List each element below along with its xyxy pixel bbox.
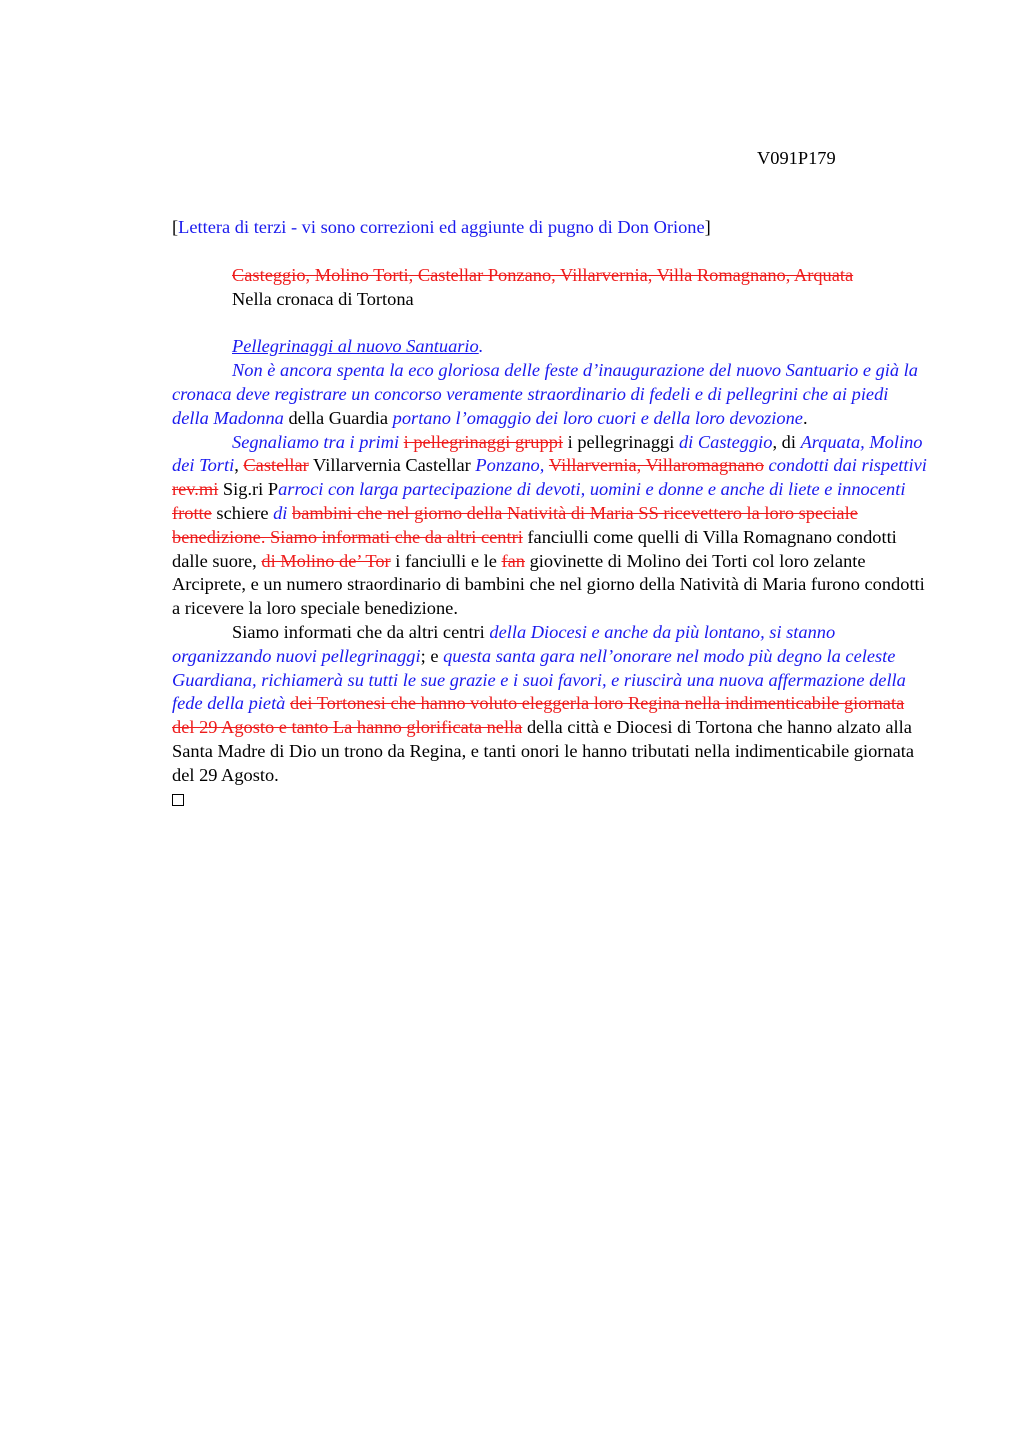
original-text: della Guardia — [288, 407, 393, 428]
original-text: . — [802, 407, 808, 428]
deleted-text: Casteggio, Molino Torti, Castellar Ponzano, Villarvernia, Villa Romagnano, Arquata — [232, 264, 854, 285]
deleted-text: bambini che nel giorno della Natività di Maria SS ricevettero la loro speciale benedizione. Siamo informati che da altri centri — [172, 502, 858, 547]
deleted-text: rev.mi — [172, 479, 219, 500]
added-text: Segnaliamo tra i primi — [232, 431, 404, 452]
spacer — [172, 311, 928, 335]
original-text: , — [234, 455, 244, 476]
original-text: ; e — [420, 645, 444, 666]
original-text: schiere — [211, 502, 274, 523]
end-box-glyph — [172, 794, 184, 806]
original-text: della città e Diocesi di Tortona che hanno alzato alla Santa Madre di Dio un trono da Regina, e tanti onori le hanno tributati nella indimenticabile giornata del 29 Agosto. — [172, 717, 915, 785]
added-text: portano l’omaggio dei loro cuori e della loro devozione — [392, 407, 803, 428]
original-text: fanciulli come quelli di Villa Romagnano condotti dalle suore, — [172, 526, 897, 571]
added-text: questa santa gara nell’onorare nel modo più degno la celeste Guardiana, richiamerà su tutti le sue grazie e i suoi favori, e riuscirà una nuova affermazione della fede della pietà — [172, 645, 906, 714]
added-text: . — [478, 336, 484, 357]
article-title — [172, 335, 928, 359]
end-marker — [172, 788, 928, 813]
paragraph-intro — [172, 359, 928, 430]
deleted-place-list — [172, 264, 928, 288]
editorial-note — [172, 216, 928, 240]
note-open-bracket: [ — [172, 217, 179, 237]
letter-document — [172, 216, 928, 812]
original-text: , di — [772, 431, 801, 452]
added-text: della Diocesi e anche da più lontano, si stanno organizzando nuovi pellegrinaggi — [172, 621, 836, 666]
paragraph-closing — [172, 621, 928, 788]
deleted-text: Villarvernia, Villaromagnano — [548, 455, 764, 476]
added-text: Ponzano, — [475, 455, 549, 476]
added-text: Arquata, Molino dei Torti — [172, 431, 923, 476]
deleted-text: dei Tortonesi che hanno voluto eleggerla loro Regina nella indimenticabile giornata del 29 Agosto e tanto La hanno glorificata nella — [172, 693, 905, 738]
original-text: Villarvernia Castellar — [308, 455, 476, 476]
original-text: Nella cronaca di Tortona — [232, 288, 414, 309]
deleted-text: Castellar — [243, 455, 309, 476]
original-text: i pellegrinaggi — [563, 431, 679, 452]
added-text: di Casteggio — [678, 431, 773, 452]
chronicle-heading — [172, 288, 928, 312]
original-text: i fanciulli e le — [390, 550, 502, 571]
original-text: Siamo informati che da altri centri — [232, 621, 490, 642]
added-text: condotti dai rispettivi — [763, 455, 927, 476]
note-text: Lettera di terzi - vi sono correzioni ed aggiunte di pugno di Don Orione — [178, 217, 705, 237]
deleted-text: frotte — [172, 502, 212, 523]
added-text: Pellegrinaggi al nuovo Santuario — [232, 336, 479, 357]
added-text: arroci con larga partecipazione di devoti, uomini e donne e anche di liete e innocenti — [278, 479, 906, 500]
spacer — [172, 240, 928, 264]
paragraph-pilgrimages — [172, 431, 928, 621]
page-code: V091P179 — [757, 148, 836, 168]
original-text: giovinette di Molino dei Torti col loro zelante Arciprete, e un numero straordinario di bambini che nel giorno della Natività di Maria furono condotti a ricevere la loro speciale benedizione. — [172, 550, 925, 619]
original-text: Sig.ri P — [218, 479, 279, 500]
added-text: di — [273, 502, 293, 523]
deleted-text: di Molino de’ Tor — [261, 550, 391, 571]
added-text: Non è ancora spenta la eco gloriosa delle feste d’inaugurazione del nuovo Santuario e già la cronaca deve registrare un concorso veramente straordinario di fedeli e di pellegrini che ai piedi della Madonna — [172, 360, 918, 428]
deleted-text: i pellegrinaggi gruppi — [403, 431, 564, 452]
deleted-text: fan — [501, 550, 525, 571]
note-close-bracket: ] — [704, 217, 711, 237]
